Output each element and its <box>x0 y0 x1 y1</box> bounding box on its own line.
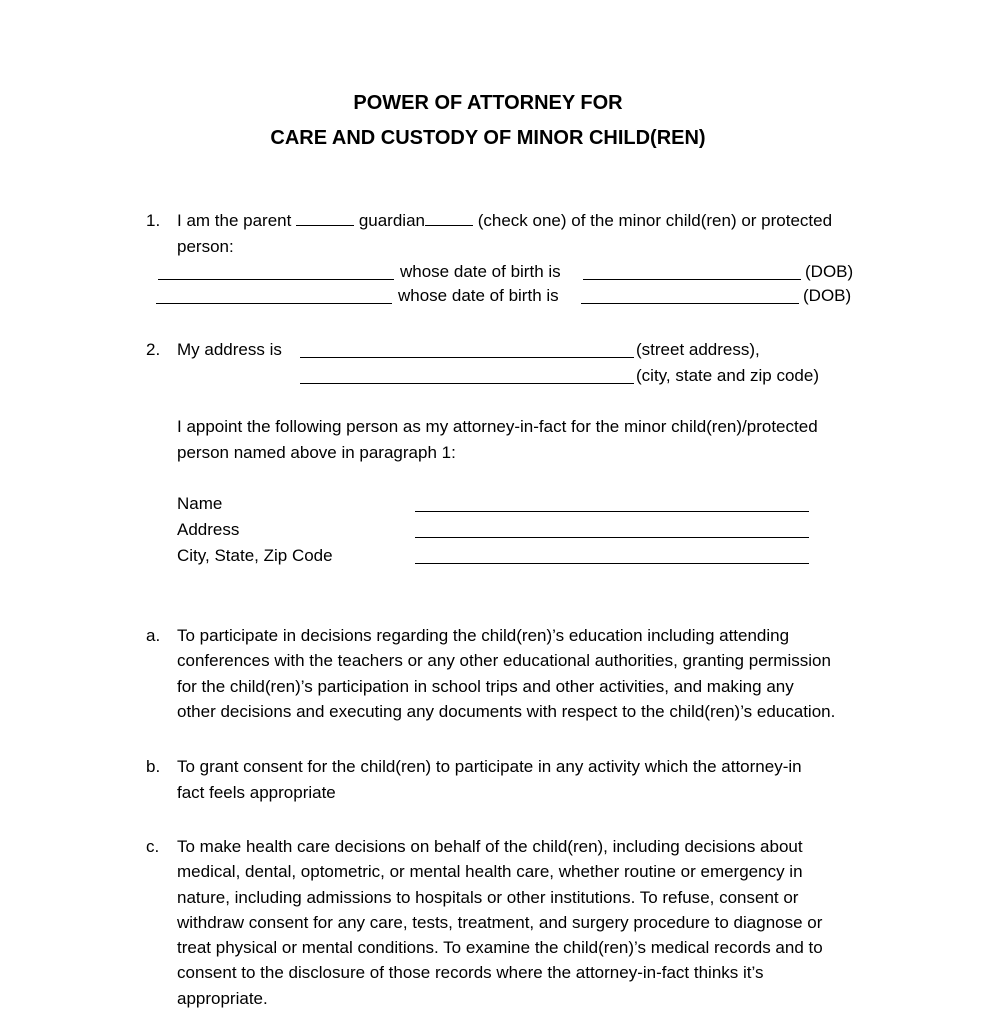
street-address-suffix: (street address), <box>636 340 760 359</box>
appoint-paragraph-line-1: I appoint the following person as my attorney-in-fact for the minor child(ren)/protected <box>177 417 818 436</box>
item-c-line: consent to the disclosure of those records where the attorney-in-fact thinks it’s <box>177 963 764 982</box>
item-1-line-2: person: <box>177 237 234 256</box>
dob-field-2[interactable] <box>581 303 799 304</box>
dob-suffix-2: (DOB) <box>803 286 852 305</box>
dob-field-1[interactable] <box>583 279 801 280</box>
attorney-city-state-zip-label: City, State, Zip Code <box>177 546 333 565</box>
attorney-name-label: Name <box>177 494 223 513</box>
item-b-marker: b. <box>146 757 161 776</box>
item-a-line: other decisions and executing any documents with respect to the child(ren)’s education. <box>177 702 836 721</box>
parent-label: I am the parent <box>177 211 292 230</box>
item-c-line: withdraw consent for any care, tests, treatment, and surgery procedure to diagnose or <box>177 913 823 932</box>
item-a-line: To participate in decisions regarding the child(ren)’s education including attending <box>177 626 790 645</box>
item-b-line: fact feels appropriate <box>177 783 336 802</box>
item-c-line: nature, including admissions to hospitals or other institutions. To refuse, consent or <box>177 888 799 907</box>
guardian-label: guardian <box>358 211 425 230</box>
item-1-number: 1. <box>146 211 161 230</box>
city-state-zip-suffix: (city, state and zip code) <box>636 366 819 385</box>
guardian-checkbox-blank[interactable] <box>425 211 473 226</box>
item-c-line: medical, dental, optometric, or mental health care, whether routine or emergency in <box>177 862 803 881</box>
dob-suffix-1: (DOB) <box>805 262 854 281</box>
item-a-marker: a. <box>146 626 161 645</box>
item-c-line: treat physical or mental conditions. To examine the child(ren)’s medical records and to <box>177 938 823 957</box>
address-label: My address is <box>177 340 282 359</box>
item-c-marker: c. <box>146 837 160 856</box>
city-state-zip-field[interactable] <box>300 383 634 384</box>
item-c-line: appropriate. <box>177 989 268 1008</box>
attorney-city-state-zip-field[interactable] <box>415 563 809 564</box>
item-2-number: 2. <box>146 340 161 359</box>
child-name-field-2[interactable] <box>156 303 392 304</box>
attorney-address-label: Address <box>177 520 240 539</box>
attorney-name-field[interactable] <box>415 511 809 512</box>
document-title-line-2: CARE AND CUSTODY OF MINOR CHILD(REN) <box>270 127 706 149</box>
attorney-address-field[interactable] <box>415 537 809 538</box>
parent-checkbox-blank[interactable] <box>296 211 354 226</box>
item-1-line-1 <box>177 210 832 232</box>
dob-label-2: whose date of birth is <box>398 286 559 305</box>
item-a-line: for the child(ren)’s participation in school trips and other activities, and making any <box>177 677 794 696</box>
check-one-text: (check one) of the minor child(ren) or protected <box>477 211 833 230</box>
street-address-field[interactable] <box>300 357 634 358</box>
item-b-line: To grant consent for the child(ren) to participate in any activity which the attorney-in <box>177 757 802 776</box>
child-name-field-1[interactable] <box>158 279 394 280</box>
item-c-line: To make health care decisions on behalf of the child(ren), including decisions about <box>177 837 803 856</box>
document-title-line-1: POWER OF ATTORNEY FOR <box>353 92 623 114</box>
dob-label-1: whose date of birth is <box>400 262 561 281</box>
appoint-paragraph-line-2: person named above in paragraph 1: <box>177 443 456 462</box>
item-a-line: conferences with the teachers or any other educational authorities, granting permission <box>177 651 831 670</box>
